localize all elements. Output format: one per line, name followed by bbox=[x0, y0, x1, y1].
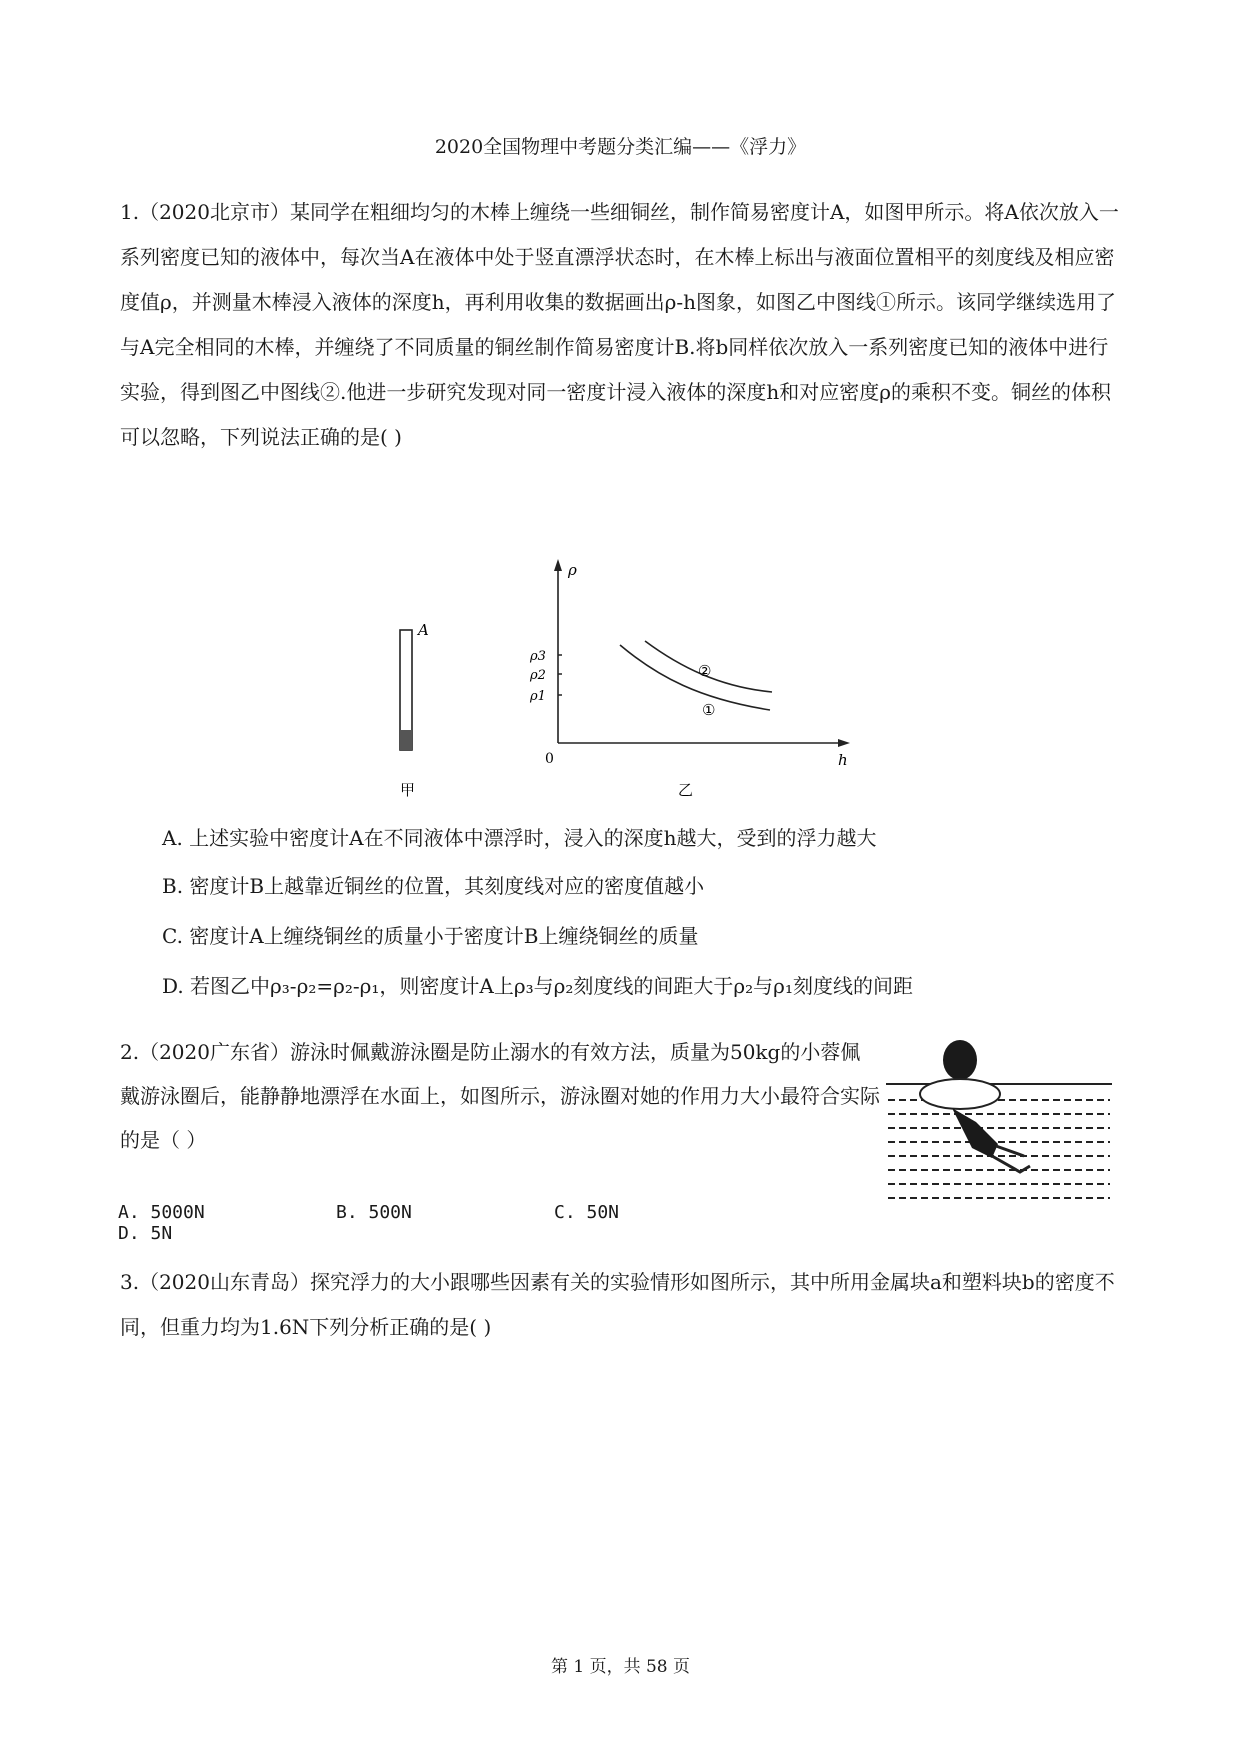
option-a: A. 上述实验中密度计A在不同液体中漂浮时，浸入的深度h越大，受到的浮力越大 bbox=[162, 826, 877, 850]
q2-option-a: A. 5000N bbox=[118, 1202, 205, 1223]
origin-label: 0 bbox=[545, 751, 554, 767]
density-meter-rod bbox=[400, 630, 412, 750]
q2-option-d: D. 5N bbox=[118, 1223, 173, 1244]
question-1-figure bbox=[380, 555, 860, 805]
question-3-stem: 3.（2020山东青岛）探究浮力的大小跟哪些因素有关的实验情形如图所示，其中所用金属块a和塑料块b的密度不同，但重力均为1.6N下列分析正确的是( ) bbox=[120, 1270, 1115, 1339]
option-d: D. 若图乙中ρ₃-ρ₂=ρ₂-ρ₁，则密度计A上ρ₃与ρ₂刻度线的间距大于ρ₂与ρ₁刻度线的间距 bbox=[162, 974, 913, 998]
curve-1 bbox=[620, 645, 770, 710]
rod-label: A bbox=[418, 621, 429, 639]
rod-caption: 甲 bbox=[400, 781, 416, 799]
option-c: C. 密度计A上缠绕铜丝的质量小于密度计B上缠绕铜丝的质量 bbox=[162, 924, 699, 948]
q2-option-c: C. 50N bbox=[554, 1202, 620, 1223]
q2-option-b: B. 500N bbox=[336, 1202, 412, 1223]
page-title: 2020全国物理中考题分类汇编——《浮力》 bbox=[434, 136, 807, 158]
question-1-stem: 1.（2020北京市）某同学在粗细均匀的木棒上缠绕一些细铜丝，制作简易密度计A，如图甲所示。将A依次放入一系列密度已知的液体中，每次当A在液体中处于竖直漂浮状态时，在木棒上标出与液面位置相平的刻度线及相应密度值ρ，并测量木棒浸入液体的深度h，再利用收集的数据画出ρ-h图象，如图乙中图线①所示。该同学继续选用了与A完全相同的木棒，并缠绕了不同质量的铜丝制作简易密度计B.将b同样依次放入一系列密度已知的液体中进行实验，得到图乙中图线②.他进一步研究发现对同一密度计浸入液体的深度h和对应密度ρ的乘积不变。铜丝的体积可以忽略，下列说法正确的是( ) bbox=[120, 200, 1119, 449]
y-axis-label: ρ bbox=[568, 561, 577, 579]
question-2-options bbox=[118, 1202, 938, 1244]
curve-2-label: ② bbox=[698, 662, 712, 680]
x-axis-label: h bbox=[838, 751, 848, 769]
swimmer-illustration bbox=[880, 1030, 1120, 1210]
y-tick-rho2: ρ2 bbox=[530, 668, 546, 683]
option-b: B. 密度计B上越靠近铜丝的位置，其刻度线对应的密度值越小 bbox=[162, 874, 705, 898]
page-footer: 第 1 页，共 58 页 bbox=[550, 1657, 691, 1677]
graph-caption: 乙 bbox=[678, 781, 694, 799]
curve-1-label: ① bbox=[702, 701, 716, 719]
y-tick-rho3: ρ3 bbox=[530, 649, 546, 664]
y-tick-rho1: ρ1 bbox=[530, 689, 546, 704]
question-2-stem: 2.（2020广东省）游泳时佩戴游泳圈是防止溺水的有效方法，质量为50kg的小蓉佩戴游泳圈后，能静静地漂浮在水面上，如图所示，游泳圈对她的作用力大小最符合实际的是（ ） bbox=[120, 1040, 880, 1152]
